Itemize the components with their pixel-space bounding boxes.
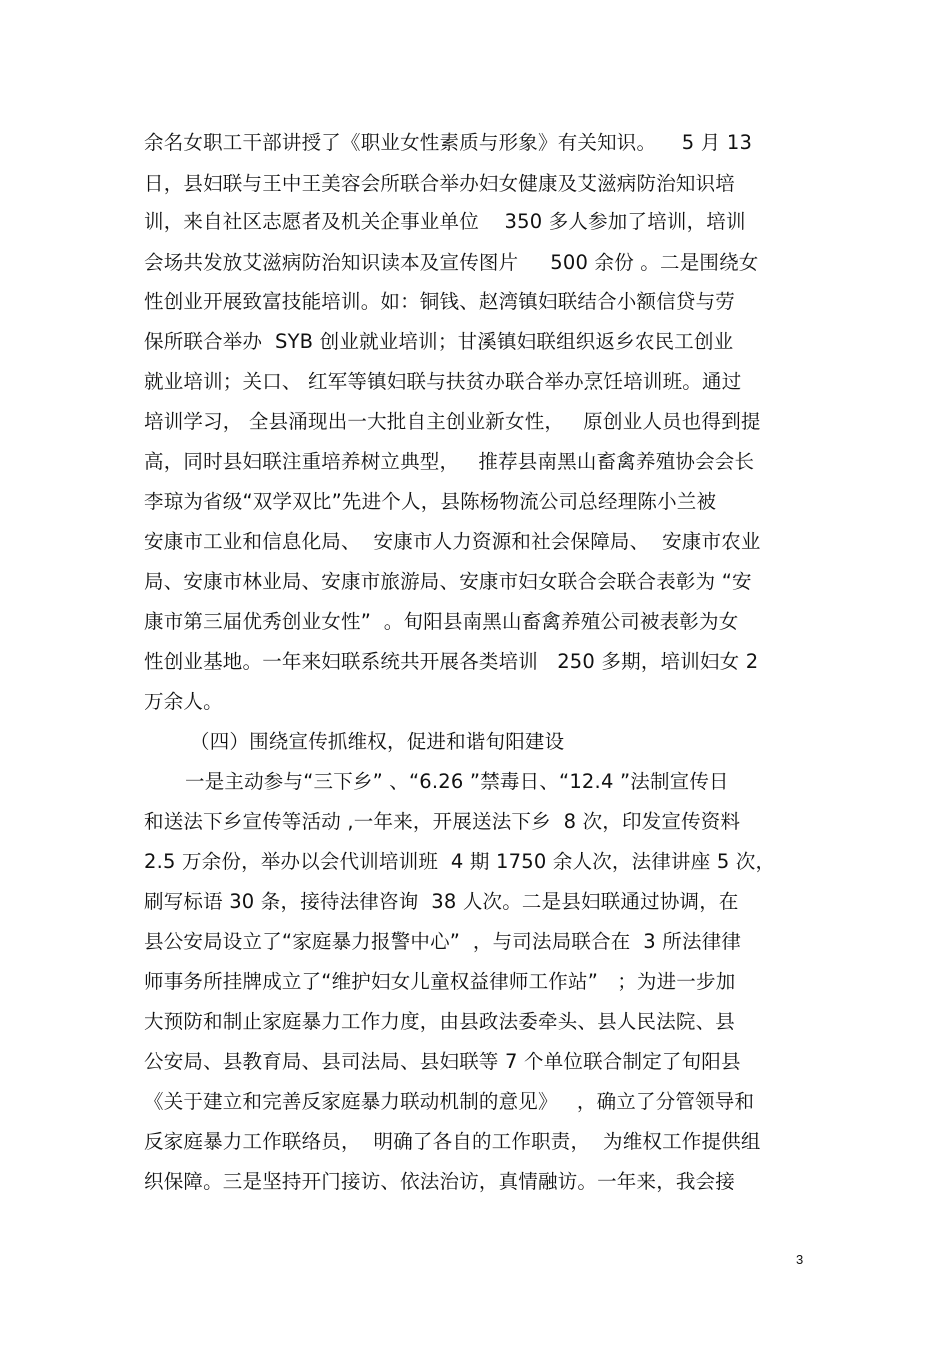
text-line: 万余人。 xyxy=(144,690,223,713)
text-line: 保所联合举办 SYB 创业就业培训；甘溪镇妇联组织返乡农民工创业 xyxy=(144,330,734,353)
text-line: 李琼为省级“双学双比”先进个人，县陈杨物流公司总经理陈小兰被 xyxy=(144,490,717,513)
text-line: 性创业基地。一年来妇联系统共开展各类培训 250 多期，培训妇女 2 xyxy=(144,650,759,673)
text-line: 日，县妇联与王中王美容会所联合举办妇女健康及艾滋病防治知识培 xyxy=(144,172,736,195)
text-line: 局、安康市林业局、安康市旅游局、安康市妇女联合会联合表彰为 “安 xyxy=(144,570,752,593)
text-line: 和送法下乡宣传等活动 ,一年来，开展送法下乡 8 次，印发宣传资料 xyxy=(144,810,741,833)
section-heading: （四）围绕宣传抓维权，促进和谐旬阳建设 xyxy=(190,730,565,753)
text-line: 一是主动参与“三下乡” 、“6.26 ”禁毒日、“12.4 ”法制宣传日 xyxy=(185,770,729,793)
text-line: 2.5 万余份，举办以会代训培训班 4 期 1750 余人次，法律讲座 5 次， xyxy=(144,850,776,873)
text-line: 就业培训；关口、 红军等镇妇联与扶贫办联合举办烹饪培训班。通过 xyxy=(144,370,742,393)
text-line: 安康市工业和信息化局、 安康市人力资源和社会保障局、 安康市农业 xyxy=(144,530,761,553)
page-number: 3 xyxy=(796,1252,804,1267)
text-line: 县公安局设立了“家庭暴力报警中心” ，与司法局联合在 3 所法律律 xyxy=(144,930,742,953)
text-line: 师事务所挂牌成立了“维护妇女儿童权益律师工作站” ；为进一步加 xyxy=(144,970,736,993)
text-line: 织保障。三是坚持开门接访、依法治访，真情融访。一年来，我会接 xyxy=(144,1170,736,1193)
text-line: 余名女职工干部讲授了《职业女性素质与形象》有关知识。 5 月 13 xyxy=(144,131,753,154)
text-line: 性创业开展致富技能培训。如：铜钱、赵湾镇妇联结合小额信贷与劳 xyxy=(144,290,736,313)
text-line: 公安局、县教育局、县司法局、县妇联等 7 个单位联合制定了旬阳县 xyxy=(144,1050,741,1073)
text-line: 训，来自社区志愿者及机关企事业单位 350 多人参加了培训，培训 xyxy=(144,210,746,233)
text-line: 康市第三届优秀创业女性” 。旬阳县南黑山畜禽养殖公司被表彰为女 xyxy=(144,610,739,633)
text-line: 培训学习， 全县涌现出一大批自主创业新女性， 原创业人员也得到提 xyxy=(144,410,761,433)
text-line: 《关于建立和完善反家庭暴力联动机制的意见》 ，确立了分管领导和 xyxy=(144,1090,755,1113)
text-line: 高，同时县妇联注重培养树立典型， 推荐县南黑山畜禽养殖协会会长 xyxy=(144,450,755,473)
text-line: 刷写标语 30 条，接待法律咨询 38 人次。二是县妇联通过协调，在 xyxy=(144,890,739,913)
text-line: 反家庭暴力工作联络员， 明确了各自的工作职责， 为维权工作提供组 xyxy=(144,1130,761,1153)
text-line: 会场共发放艾滋病防治知识读本及宣传图片 500 余份 。二是围绕女 xyxy=(144,251,759,274)
text-line: 大预防和制止家庭暴力工作力度，由县政法委牵头、县人民法院、县 xyxy=(144,1010,736,1033)
